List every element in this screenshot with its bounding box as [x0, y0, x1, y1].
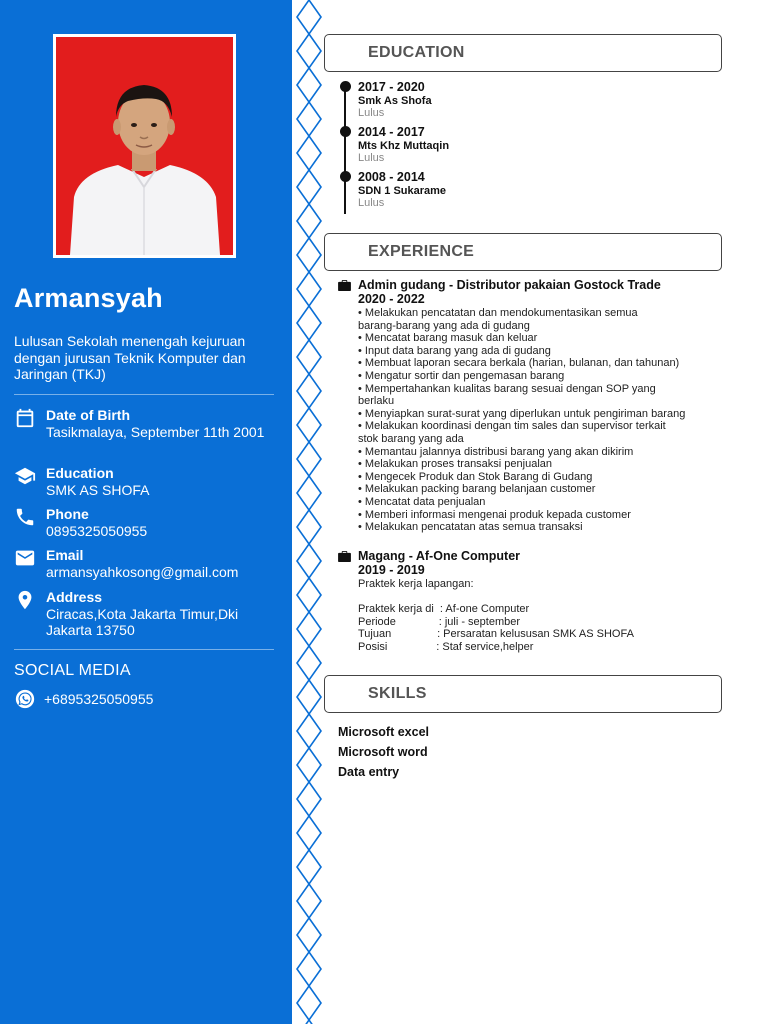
contact-email-value: armansyahkosong@gmail.com	[46, 564, 239, 580]
briefcase-icon	[338, 551, 351, 562]
contact-birth-value: Tasikmalaya, September 11th 2001	[46, 424, 265, 440]
diamond-shape	[297, 340, 321, 374]
diamond-shape	[297, 612, 321, 646]
diamond-shape	[297, 816, 321, 850]
education-status: Lulus	[358, 197, 385, 209]
diamond-shape	[297, 850, 321, 884]
diamond-shape	[297, 680, 321, 714]
job-detail-line: Tujuan : Persaratan kelususan SMK AS SHOFA	[358, 628, 634, 641]
diamond-shape	[297, 170, 321, 204]
education-heading-label: EDUCATION	[368, 44, 465, 61]
education-school: Mts Khz Muttaqin	[358, 140, 450, 152]
diamond-shape	[297, 68, 321, 102]
skill-item: Microsoft excel	[338, 725, 430, 739]
job-duty-line: • Mempertahankan kualitas barang sesuai dengan SOP yang	[358, 382, 656, 395]
whatsapp-number: +6895325050955	[44, 691, 154, 707]
education-years: 2008 - 2014	[358, 170, 425, 184]
job-title: Magang - Af-One Computer	[358, 549, 521, 563]
diamond-shape	[297, 646, 321, 680]
social-media-title: SOCIAL MEDIA	[14, 662, 131, 679]
job-duties	[358, 307, 726, 534]
timeline-dot	[340, 81, 351, 92]
diamond-shape	[297, 102, 321, 136]
sidebar	[0, 0, 292, 1024]
job-duty-line: • Input data barang yang ada di gudang	[358, 344, 551, 357]
job-duty-line: • Mencatat data penjualan	[358, 495, 486, 508]
skills-heading-label: SKILLS	[368, 685, 427, 702]
skill-item: Microsoft word	[338, 745, 428, 759]
education-heading	[324, 34, 722, 72]
diamond-shape	[297, 578, 321, 612]
job-duty-line: stok barang yang ada	[358, 432, 464, 445]
contact-address-label: Address	[46, 589, 103, 605]
diamond-shape	[297, 34, 321, 68]
calendar-icon	[14, 407, 36, 429]
job-detail-line: Periode : juli - september	[358, 615, 521, 628]
graduation-cap-icon	[14, 465, 36, 487]
diamond-shape	[297, 136, 321, 170]
job-years: 2019 - 2019	[358, 563, 425, 577]
job-duty-line: • Melakukan proses transaksi penjualan	[358, 458, 553, 471]
timeline-dot	[340, 171, 351, 182]
diamond-shape	[297, 782, 321, 816]
job-duty-line: • Menyiapkan surat-surat yang diperlukan untuk pengiriman barang	[358, 407, 686, 420]
experience-heading	[324, 233, 722, 271]
education-years: 2017 - 2020	[358, 80, 425, 94]
diamond-shape	[297, 374, 321, 408]
sidebar-divider	[14, 394, 274, 395]
diamond-shape	[297, 918, 321, 952]
contact-education-value: SMK AS SHOFA	[46, 482, 150, 498]
job-duty-line: barang-barang yang ada di gudang	[358, 319, 530, 332]
job-years: 2020 - 2022	[358, 292, 425, 306]
job-detail-line: Praktek kerja lapangan:	[358, 578, 474, 590]
profile-name: Armansyah	[14, 283, 163, 313]
sidebar-divider	[14, 649, 274, 650]
job-duties	[358, 578, 726, 654]
diamond-shape	[297, 748, 321, 782]
education-school: Smk As Shofa	[358, 95, 432, 107]
timeline-dot	[340, 126, 351, 137]
job-duty-line: • Memberi informasi mengenai produk kepada customer	[358, 508, 631, 521]
profile-photo	[53, 34, 236, 258]
diamond-shape	[297, 884, 321, 918]
diamond-shape	[297, 510, 321, 544]
job-duty-line: • Melakukan pencatatan dan mendokumentasikan semua	[358, 307, 638, 319]
contact-email-label: Email	[46, 547, 84, 563]
job-duty-line: • Melakukan koordinasi dengan tim sales dan supervisor terkait	[358, 420, 666, 433]
job-duty-line: • Mengecek Produk dan Stok Barang di Gudang	[358, 470, 593, 483]
diamond-shape	[297, 442, 321, 476]
job-detail-line: Posisi : Staf service,helper	[358, 640, 534, 653]
contact-address-value: Ciracas,Kota Jakarta Timur,Dki Jakarta 13750	[46, 606, 239, 638]
mail-icon	[14, 547, 36, 569]
job-duty-line: • Mencatat barang masuk dan keluar	[358, 332, 538, 345]
diamond-shape	[297, 272, 321, 306]
diamond-shape	[297, 952, 321, 986]
job-duty-line: • Melakukan packing barang belanjaan customer	[358, 483, 596, 496]
skills-heading	[324, 675, 722, 713]
diamond-shape	[297, 476, 321, 510]
education-school: SDN 1 Sukarame	[358, 185, 447, 197]
contact-phone-value: 0895325050955	[46, 523, 148, 539]
education-years: 2014 - 2017	[358, 125, 425, 139]
job-detail-line	[358, 591, 726, 604]
briefcase-icon	[338, 280, 351, 291]
diamond-border	[292, 0, 326, 1024]
experience-heading-label: EXPERIENCE	[368, 243, 475, 260]
education-status: Lulus	[358, 107, 385, 119]
job-duty-line: • Memantau jalannya distribusi barang yang akan dikirim	[358, 445, 634, 458]
diamond-shape	[297, 408, 321, 442]
diamond-shape	[297, 1020, 321, 1024]
diamond-shape	[297, 986, 321, 1020]
contact-birth-label: Date of Birth	[46, 407, 130, 423]
skill-item: Data entry	[338, 765, 400, 779]
job-duty-line: • Mengatur sortir dan pengemasan barang	[358, 369, 565, 382]
job-duty-line: • Membuat laporan secara berkala (harian, bulanan, dan tahunan)	[358, 357, 680, 370]
contact-education-label: Education	[46, 465, 114, 481]
job-title: Admin gudang - Distributor pakaian Gostock Trade	[358, 278, 661, 292]
diamond-shape	[297, 714, 321, 748]
job-duty-line: • Melakukan pencatatan atas semua transaksi	[358, 521, 583, 534]
diamond-shape	[297, 306, 321, 340]
phone-icon	[14, 506, 36, 528]
diamond-shape	[297, 204, 321, 238]
job-detail-line: Praktek kerja di : Af-one Computer	[358, 603, 530, 616]
contact-phone-label: Phone	[46, 506, 89, 522]
diamond-shape	[297, 544, 321, 578]
education-timeline	[344, 86, 346, 214]
whatsapp-icon	[14, 688, 36, 710]
profile-summary: Lulusan Sekolah menengah kejuruan dengan jurusan Teknik Komputer dan Jaringan (TKJ)	[14, 333, 246, 382]
education-status: Lulus	[358, 152, 385, 164]
diamond-shape	[297, 0, 321, 34]
job-duty-line: berlaku	[358, 395, 395, 408]
diamond-shape	[297, 238, 321, 272]
location-pin-icon	[14, 589, 36, 611]
